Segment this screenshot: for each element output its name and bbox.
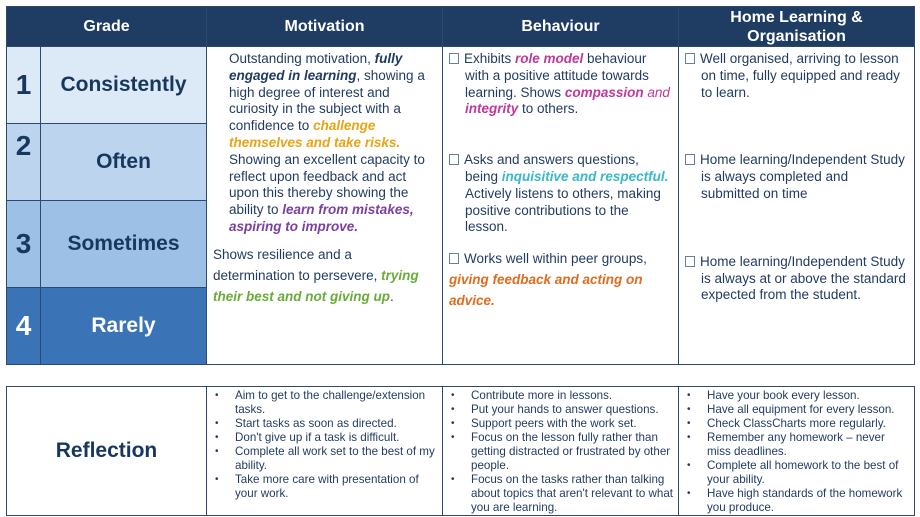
grade-number: 4	[7, 288, 41, 365]
grade-number: 1	[7, 47, 41, 124]
behaviour-para-1: Exhibits role model behaviour with a positive attitude towards learning. Shows compassion and integrity to others.	[449, 51, 672, 118]
reflection-behaviour-list	[443, 387, 678, 515]
list-item: • Contribute more in lessons.	[449, 389, 674, 403]
checkbox-icon	[449, 53, 459, 64]
motivation-cell	[207, 47, 443, 365]
behaviour-para-2: Asks and answers questions, being inquisitive and respectful. Actively listens to others, making positive contributions to the lesson.	[449, 152, 672, 236]
grade-number: 3	[7, 201, 41, 288]
list-item: • Have your book every lesson.	[685, 389, 910, 403]
checkbox-icon	[685, 256, 695, 267]
checkbox-icon	[449, 253, 459, 264]
home-para-2: Home learning/Independent Study is always completed and submitted on time	[685, 152, 908, 202]
list-item: • Don't give up if a task is difficult.	[213, 431, 438, 445]
grade-label: Sometimes	[41, 201, 207, 288]
header-row	[7, 7, 915, 47]
behaviour-cell	[443, 47, 679, 365]
list-item: • Have all equipment for every lesson.	[685, 403, 910, 417]
reflection-row	[7, 387, 915, 516]
list-item: • Support peers with the work set.	[449, 417, 674, 431]
checkbox-icon	[685, 154, 695, 165]
reflection-motivation-list	[207, 387, 442, 501]
motivation-para-2: Showing an excellent capacity to reflect upon feedback and act upon this thereby showing the ability to learn from mistakes, aspiring to improve.	[229, 151, 425, 234]
list-item: • Take more care with presentation of your work.	[213, 473, 438, 501]
list-item: • Remember any homework – never miss deadlines.	[685, 431, 910, 459]
list-item: • Aim to get to the challenge/extension tasks.	[213, 389, 438, 417]
grade-label: Rarely	[41, 288, 207, 365]
grade-row-1	[7, 47, 915, 124]
header-home-line2: Organisation	[747, 27, 846, 45]
header-grade: Grade	[7, 7, 207, 47]
list-item: • Focus on the lesson fully rather than getting distracted or frustrated by other people.	[449, 431, 674, 473]
reflection-home-list	[679, 387, 914, 515]
grade-label: Consistently	[41, 47, 207, 124]
motivation-para-3: Shows resilience and a determination to persevere, trying their best and not giving up.	[213, 246, 419, 304]
home-para-3: Home learning/Independent Study is always at or above the standard expected from the student.	[685, 254, 908, 304]
grade-descriptor-table	[6, 6, 915, 365]
reflection-home-cell	[679, 387, 915, 516]
home-para-1: Well organised, arriving to lesson on time, fully equipped and ready to learn.	[685, 51, 908, 101]
motivation-para-1: Outstanding motivation, fully engaged in learning, showing a high degree of interest and curiosity in the subject with a confidence to challenge themselves and take risks.	[229, 51, 425, 150]
grade-label: Often	[41, 124, 207, 201]
reflection-behaviour-cell	[443, 387, 679, 516]
behaviour-para-3: Works well within peer groups, giving feedback and acting on advice.	[449, 251, 647, 309]
list-item: • Complete all homework to the best of your ability.	[685, 459, 910, 487]
header-behaviour: Behaviour	[443, 7, 679, 47]
reflection-table	[6, 386, 915, 516]
grade-number: 2	[7, 124, 41, 201]
checkbox-icon	[449, 154, 459, 165]
list-item: • Start tasks as soon as directed.	[213, 417, 438, 431]
header-home-learning	[679, 7, 915, 47]
list-item: • Focus on the tasks rather than talking about topics that aren't relevant to what you are learning.	[449, 473, 674, 515]
home-learning-cell	[679, 47, 915, 365]
reflection-motivation-cell	[207, 387, 443, 516]
list-item: • Complete all work set to the best of my ability.	[213, 445, 438, 473]
header-home-line1: Home Learning &	[730, 8, 863, 26]
header-motivation: Motivation	[207, 7, 443, 47]
list-item: • Have high standards of the homework you produce.	[685, 487, 910, 515]
list-item: • Put your hands to answer questions.	[449, 403, 674, 417]
checkbox-icon	[685, 53, 695, 64]
list-item: • Check ClassCharts more regularly.	[685, 417, 910, 431]
reflection-title: Reflection	[7, 387, 207, 516]
